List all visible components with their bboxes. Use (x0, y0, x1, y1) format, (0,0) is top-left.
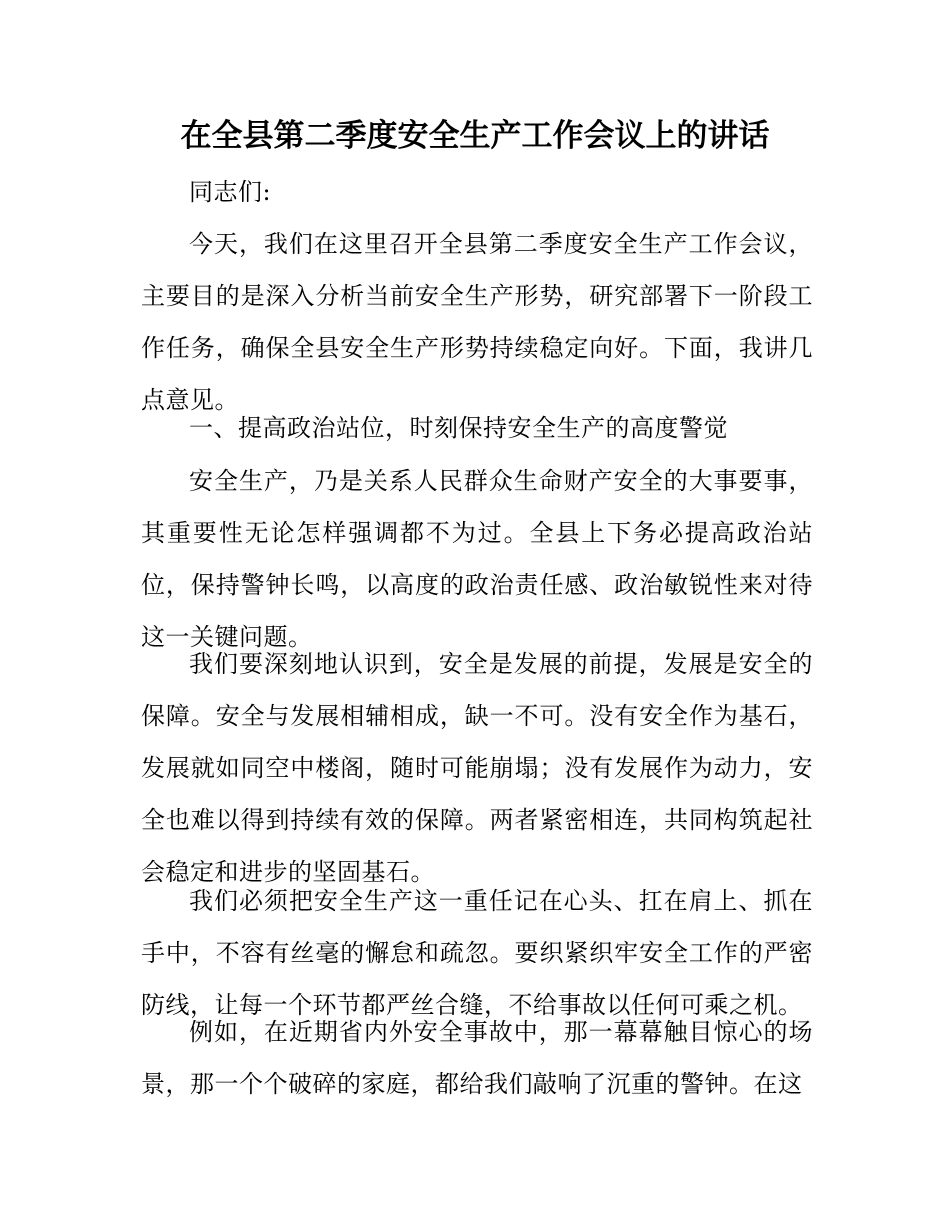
paragraph-responsibility: 我们必须把安全生产这一重任记在心头、扛在肩上、抓在手中，不容有丝毫的懈怠和疏忽。要织紧织牢安全工作的严密防线，让每一个环节都严丝合缝，不给事故以任何可乘之机。 (141, 887, 813, 1019)
paragraph-example: 例如，在近期省内外安全事故中，那一幕幕触目惊心的场景，那一个个破碎的家庭，都给我们敲响了沉重的警钟。在这 (141, 1018, 813, 1098)
paragraph-intro: 今天，我们在这里召开全县第二季度安全生产工作会议，主要目的是深入分析当前安全生产形势，研究部署下一阶段工作任务，确保全县安全生产形势持续稳定向好。下面，我讲几点意见。 (141, 230, 813, 414)
paragraph-safety-development: 我们要深刻地认识到，安全是发展的前提，发展是安全的保障。安全与发展相辅相成，缺一不可。没有安全作为基石，发展就如同空中楼阁，随时可能崩塌；没有发展作为动力，安全也难以得到持续有效的保障。两者紧密相连，共同构筑起社会稳定和进步的坚固基石。 (141, 650, 813, 886)
section-heading-1: 一、提高政治站位，时刻保持安全生产的高度警觉 (189, 414, 728, 442)
paragraph-safety-importance: 安全生产，乃是关系人民群众生命财产安全的大事要事，其重要性无论怎样强调都不为过。全县上下务必提高政治站位，保持警钟长鸣，以高度的政治责任感、政治敏锐性来对待这一关键问题。 (141, 467, 813, 651)
salutation: 同志们: (189, 178, 272, 206)
document-title: 在全县第二季度安全生产工作会议上的讲话 (180, 118, 770, 154)
